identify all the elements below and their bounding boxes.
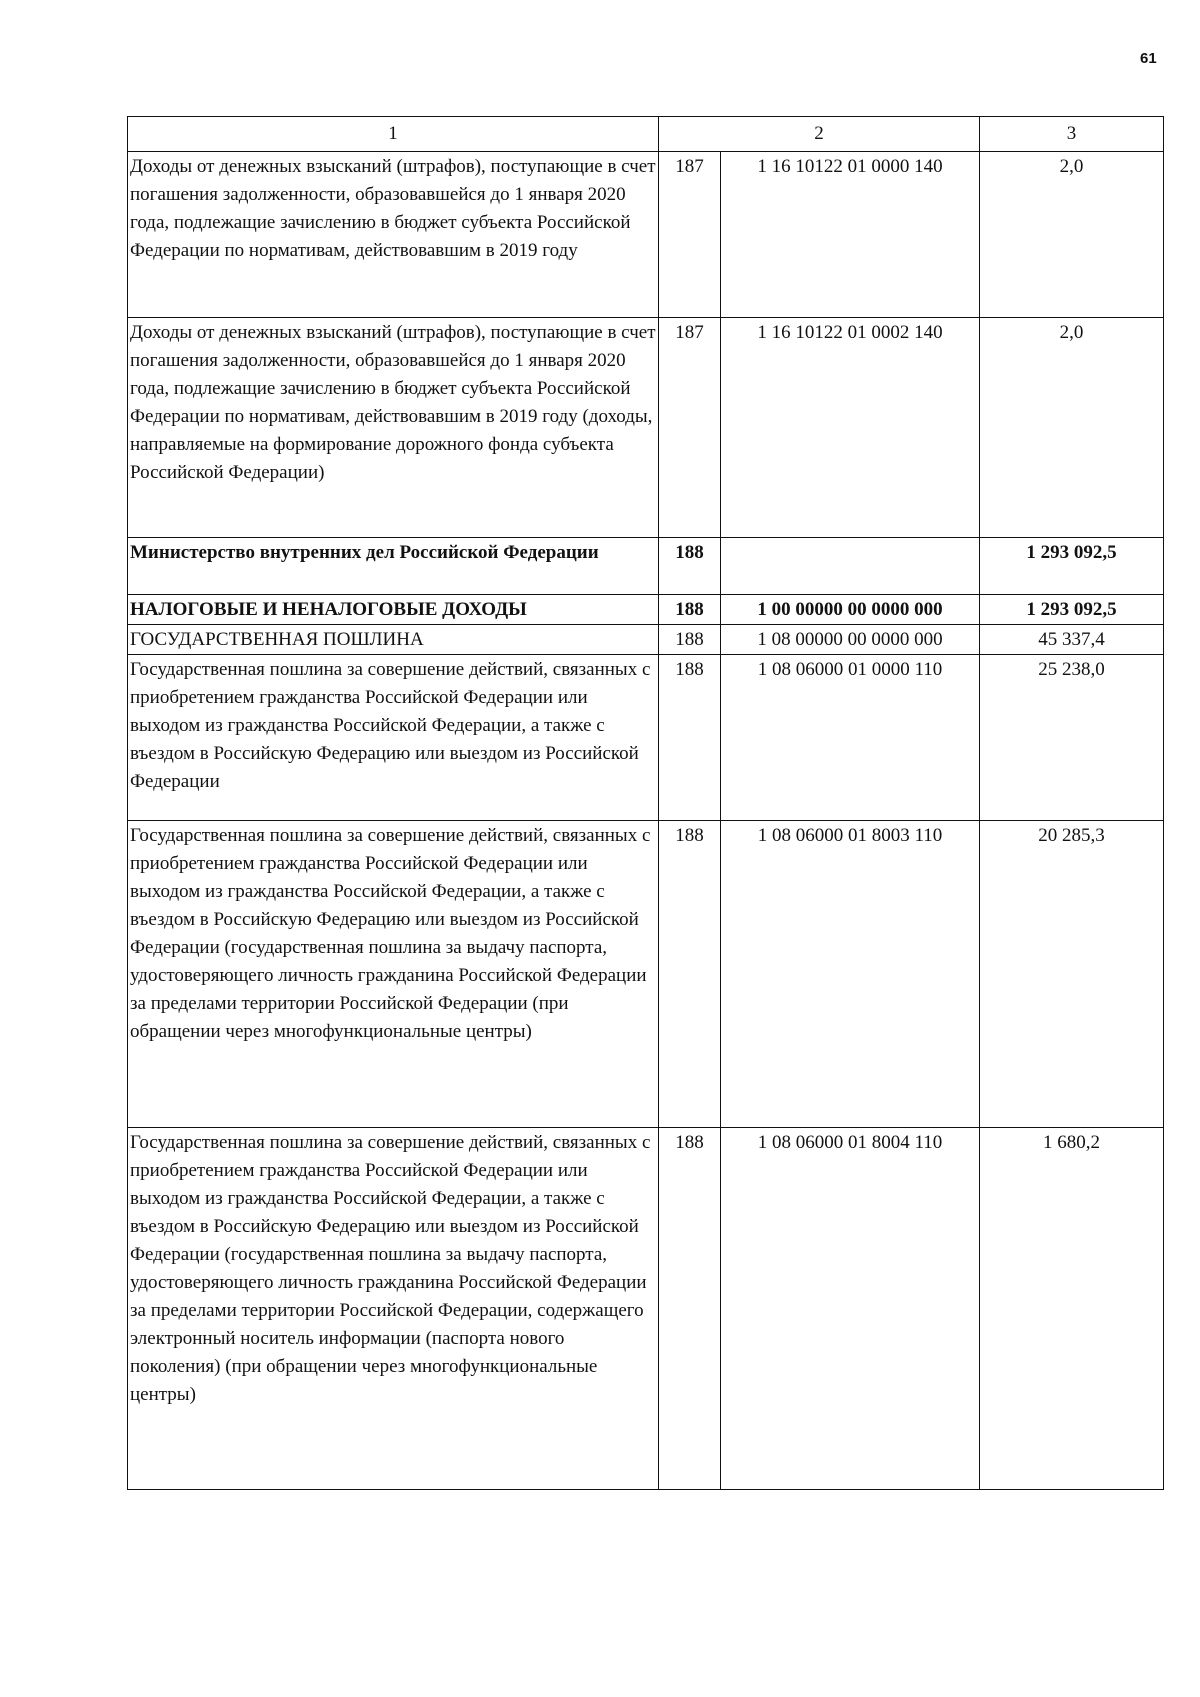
row-budget-code: 1 00 00000 00 0000 000 [721,595,980,625]
row-sum: 25 238,0 [980,655,1164,821]
table-row [128,538,1164,595]
header-col-2: 2 [659,117,980,152]
row-sum: 20 285,3 [980,821,1164,1128]
row-budget-code: 1 16 10122 01 0000 140 [721,152,980,318]
row-sum: 2,0 [980,152,1164,318]
row-name: Государственная пошлина за совершение действий, связанных с приобретением гражданства Российской Федерации или выходом из гражданства Российской Федерации, а также с въездом в Российскую Федерацию или выездом из Российской Федерации (государственная пошлина за выдачу паспорта, удостоверяющего личность гражданина Российской Федерации за пределами территории Российской Федерации, содержащего электронный носитель информации (паспорта нового поколения) (при обращении через многофункциональные центры) [128,1128,659,1490]
table-row [128,318,1164,538]
row-name: Государственная пошлина за совершение действий, связанных с приобретением гражданства Российской Федерации или выходом из гражданства Российской Федерации, а также с въездом в Российскую Федерацию или выездом из Российской Федерации [128,655,659,821]
row-budget-code [721,538,980,595]
table-row [128,625,1164,655]
row-admin-code: 188 [659,538,721,595]
row-admin-code: 188 [659,625,721,655]
row-budget-code: 1 08 06000 01 8003 110 [721,821,980,1128]
row-name: Министерство внутренних дел Российской Федерации [128,538,659,595]
row-budget-code: 1 08 06000 01 0000 110 [721,655,980,821]
row-name: ГОСУДАРСТВЕННАЯ ПОШЛИНА [128,625,659,655]
row-admin-code: 187 [659,152,721,318]
header-col-3: 3 [980,117,1164,152]
row-sum: 45 337,4 [980,625,1164,655]
row-sum: 1 680,2 [980,1128,1164,1490]
table-row [128,821,1164,1128]
row-name: Доходы от денежных взысканий (штрафов), поступающие в счет погашения задолженности, образовавшейся до 1 января 2020 года, подлежащие зачислению в бюджет субъекта Российской Федерации по нормативам, действовавшим в 2019 году [128,152,659,318]
row-budget-code: 1 16 10122 01 0002 140 [721,318,980,538]
row-budget-code: 1 08 00000 00 0000 000 [721,625,980,655]
row-name: Государственная пошлина за совершение действий, связанных с приобретением гражданства Российской Федерации или выходом из гражданства Российской Федерации, а также с въездом в Российскую Федерацию или выездом из Российской Федерации (государственная пошлина за выдачу паспорта, удостоверяющего личность гражданина Российской Федерации за пределами территории Российской Федерации (при обращении через многофункциональные центры) [128,821,659,1128]
row-sum: 2,0 [980,318,1164,538]
row-admin-code: 187 [659,318,721,538]
row-admin-code: 188 [659,821,721,1128]
table-header-row [128,117,1164,152]
revenue-table [127,116,1164,1490]
row-name: НАЛОГОВЫЕ И НЕНАЛОГОВЫЕ ДОХОДЫ [128,595,659,625]
row-name: Доходы от денежных взысканий (штрафов), поступающие в счет погашения задолженности, образовавшейся до 1 января 2020 года, подлежащие зачислению в бюджет субъекта Российской Федерации по нормативам, действовавшим в 2019 году (доходы, направляемые на формирование дорожного фонда субъекта Российской Федерации) [128,318,659,538]
header-col-1: 1 [128,117,659,152]
row-sum: 1 293 092,5 [980,595,1164,625]
row-budget-code: 1 08 06000 01 8004 110 [721,1128,980,1490]
row-admin-code: 188 [659,595,721,625]
row-admin-code: 188 [659,1128,721,1490]
row-sum: 1 293 092,5 [980,538,1164,595]
table-row [128,152,1164,318]
table-row [128,595,1164,625]
row-admin-code: 188 [659,655,721,821]
table-row [128,1128,1164,1490]
page-number: 61 [1140,50,1157,67]
table-row [128,655,1164,821]
